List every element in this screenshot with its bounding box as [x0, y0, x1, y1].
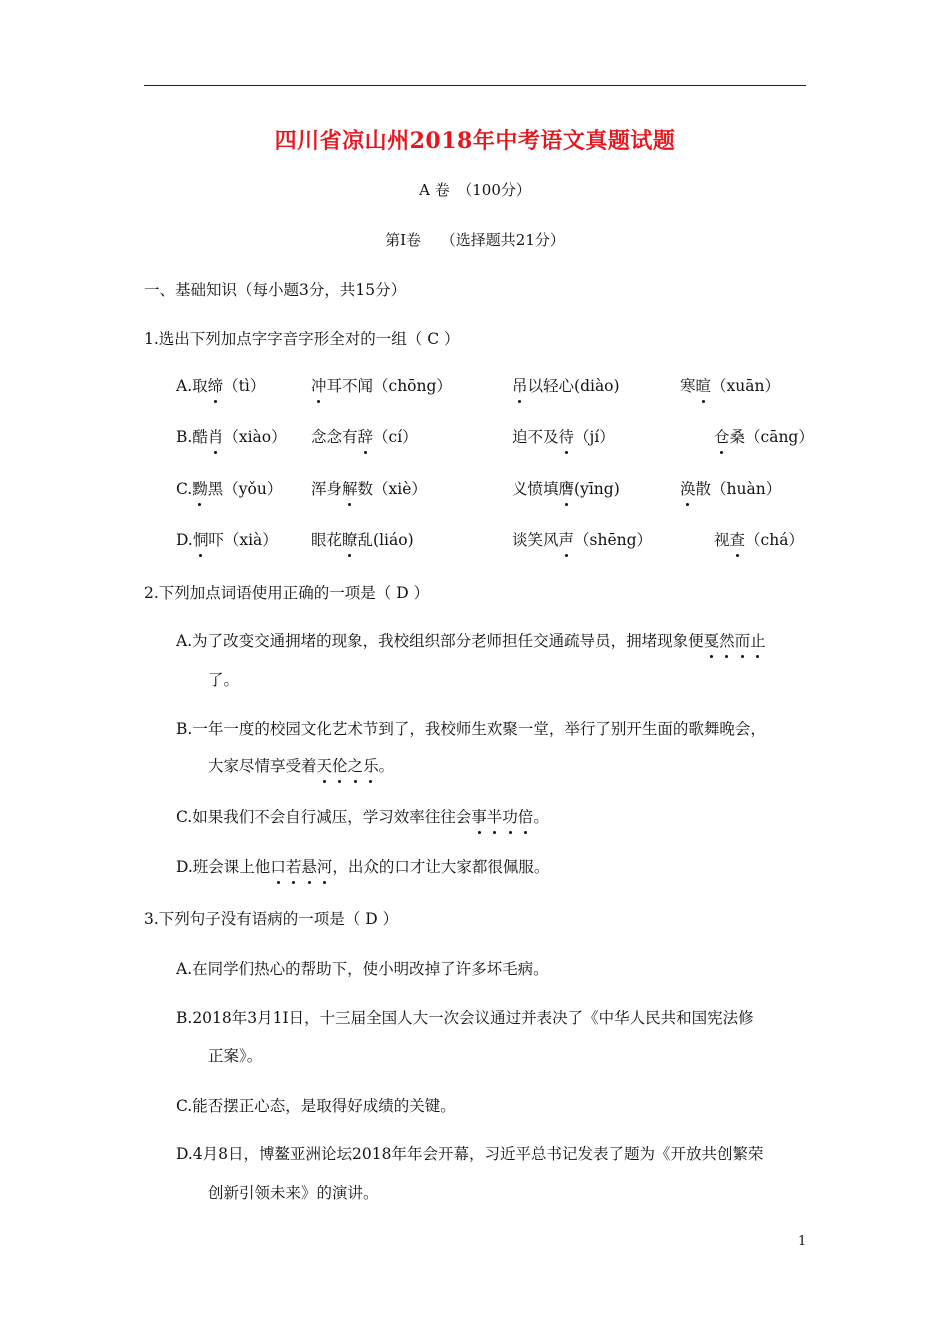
q2-stem: 2.下列加点词语使用正确的一项是（ D ） — [144, 584, 430, 602]
dotted-char: 待 — [559, 425, 575, 447]
dotted-char: 冲 — [311, 374, 327, 396]
dotted-char: 涣 — [680, 477, 696, 499]
q2-c-text: C.如果我们不会自行减压，学习效率往往会 — [176, 808, 472, 826]
option-text: 桑（cāng） — [729, 428, 814, 446]
q2-c-dot-4: 倍 — [518, 805, 534, 827]
option-text: 念念有 — [311, 428, 358, 446]
q1-option-a-item-1 — [176, 374, 265, 396]
q2-d-dot-1: 口 — [270, 855, 286, 877]
option-text: （chá） — [745, 531, 804, 549]
option-text: 黑（yǒu） — [207, 480, 283, 498]
option-text: 以轻心(diào) — [527, 377, 620, 395]
q1-option-b-item-4 — [714, 425, 814, 447]
q3-stem: 3.下列句子没有语病的一项是（ D ） — [144, 910, 399, 928]
volume-1-heading: 第Ⅰ卷 （选择题共21分） — [385, 231, 565, 249]
option-text: C. — [176, 480, 193, 498]
q1-option-d-item-1 — [176, 528, 278, 550]
option-text: 谈笑风 — [512, 531, 559, 549]
option-text: (yīng) — [574, 480, 620, 498]
option-text: A.取 — [176, 377, 208, 395]
q2-b-end: 。 — [378, 757, 395, 775]
option-text: 义愤填 — [512, 480, 559, 498]
option-text: （xuān） — [711, 377, 780, 395]
option-text: （shēng） — [574, 531, 653, 549]
dotted-char: 黝 — [192, 477, 208, 499]
q2-b-dot-1: 天 — [317, 754, 333, 776]
dotted-char: 瞭 — [342, 528, 358, 550]
q2-d-dot-2: 若 — [286, 855, 302, 877]
page-number: 1 — [798, 1234, 807, 1249]
option-text: 视 — [714, 531, 730, 549]
option-text: （tì） — [223, 377, 266, 395]
option-text: 耳不闻（chōng） — [326, 377, 452, 395]
dotted-char: 暄 — [696, 374, 712, 396]
q2-d-text: D.班会课上他 — [176, 858, 271, 876]
q1-option-b-item-2 — [311, 425, 418, 447]
q2-b-text: 大家尽情享受着 — [208, 757, 317, 775]
q2-b-dot-2: 伦 — [332, 754, 348, 776]
dotted-char: 肖 — [208, 425, 224, 447]
q1-option-d-item-3 — [512, 528, 652, 550]
q2-option-a — [176, 629, 766, 651]
option-text: D. — [176, 531, 193, 549]
dotted-char: 恫 — [193, 528, 209, 550]
option-text: （xiào） — [223, 428, 287, 446]
section-basic-knowledge: 一、基础知识（每小题3分，共15分） — [144, 281, 407, 299]
option-text: 寒 — [680, 377, 696, 395]
q2-c-dot-3: 功 — [502, 805, 518, 827]
option-text: 数（xiè） — [357, 480, 427, 498]
option-text: B.酷 — [176, 428, 208, 446]
q2-b-dot-3: 之 — [348, 754, 364, 776]
dotted-char: 声 — [559, 528, 575, 550]
q2-a-text: A.为了改变交通拥堵的现象，我校组织部分老师担任交通疏导员，拥堵现象便 — [176, 632, 704, 650]
option-text: 乱(liáo) — [357, 531, 414, 549]
q2-option-b-cont — [208, 754, 394, 776]
q2-b-dot-4: 乐 — [363, 754, 379, 776]
q2-option-a-cont: 了。 — [208, 671, 240, 689]
dotted-char: 膺 — [559, 477, 575, 499]
option-text: （jí） — [574, 428, 615, 446]
dotted-char: 查 — [730, 528, 746, 550]
q1-option-c-item-3 — [512, 477, 620, 499]
q2-c-end: 。 — [533, 808, 549, 826]
option-text: 迫不及 — [512, 428, 559, 446]
q2-option-d — [176, 855, 549, 877]
q1-option-a-item-2 — [311, 374, 452, 396]
q3-option-d-cont: 创新引领未来》的演讲。 — [208, 1184, 379, 1202]
q2-c-dot-1: 事 — [471, 805, 487, 827]
volume-a-heading: A 卷 （100分） — [419, 181, 531, 199]
q1-stem: 1.选出下列加点字字音字形全对的一组（ C ） — [144, 330, 460, 348]
dotted-char: 仓 — [714, 425, 730, 447]
q3-option-b: B.2018年3月1I日，十三届全国人大一次会议通过并表决了《中华人民共和国宪法修 — [176, 1009, 754, 1027]
q2-option-b: B.一年一度的校园文化艺术节到了，我校师生欢聚一堂，举行了别开生面的歌舞晚会， — [176, 720, 766, 738]
document-title: 四川省凉山州2018年中考语文真题试题 — [274, 128, 676, 154]
q2-a-dot-2: 然 — [719, 629, 735, 651]
q2-a-dot-3: 而 — [735, 629, 751, 651]
q2-a-dot-4: 止 — [750, 629, 766, 651]
q2-d-dot-4: 河 — [317, 855, 333, 877]
q1-option-b-item-1 — [176, 425, 287, 447]
q1-option-a-item-4 — [680, 374, 780, 396]
q2-d-end: ，出众的口才让大家都很佩服。 — [332, 858, 550, 876]
q1-option-d-item-4 — [714, 528, 804, 550]
option-text: 眼花 — [311, 531, 343, 549]
q1-option-c-item-1 — [176, 477, 282, 499]
q3-option-d: D.4月8日，博鳌亚洲论坛2018年年会开幕，习近平总书记发表了题为《开放共创繁荣 — [176, 1145, 764, 1163]
q1-option-b-item-3 — [512, 425, 615, 447]
q3-option-c: C.能否摆正心态，是取得好成绩的关键。 — [176, 1097, 456, 1115]
q2-a-dot-1: 戛 — [704, 629, 720, 651]
dotted-char: 吊 — [512, 374, 528, 396]
q1-option-c-item-4 — [680, 477, 781, 499]
q2-c-dot-2: 半 — [487, 805, 503, 827]
dotted-char: 解 — [342, 477, 358, 499]
q1-option-d-item-2 — [311, 528, 414, 550]
header-rule — [144, 85, 806, 86]
q1-option-c-item-2 — [311, 477, 427, 499]
q3-option-b-cont: 正案》。 — [208, 1047, 263, 1065]
q3-option-a: A.在同学们热心的帮助下，使小明改掉了许多坏毛病。 — [176, 960, 549, 978]
q1-option-a-item-3 — [512, 374, 620, 396]
q2-option-c — [176, 805, 549, 827]
option-text: 散（huàn） — [695, 480, 782, 498]
option-text: 吓（xià） — [208, 531, 278, 549]
dotted-char: 辞 — [358, 425, 374, 447]
option-text: 浑身 — [311, 480, 343, 498]
q2-d-dot-3: 悬 — [301, 855, 317, 877]
dotted-char: 缔 — [208, 374, 224, 396]
option-text: （cí） — [373, 428, 418, 446]
